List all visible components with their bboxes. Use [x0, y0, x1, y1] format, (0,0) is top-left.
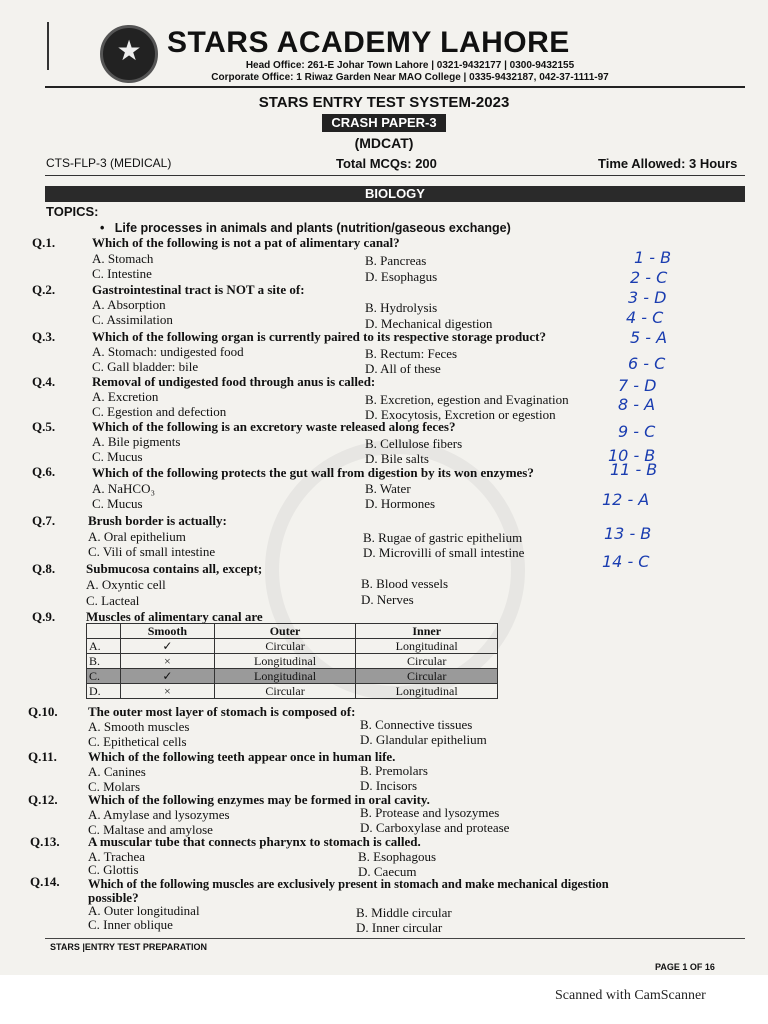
- paper-code: CTS-FLP-3 (MEDICAL): [46, 156, 172, 170]
- question-number: Q.5.: [32, 419, 56, 434]
- option-b: B. Rectum: Feces: [365, 346, 458, 361]
- option-a: A. Outer longitudinal: [88, 903, 200, 918]
- table-header-cell: Smooth: [121, 624, 215, 639]
- question-text: Brush border is actually:: [88, 513, 227, 528]
- question-text: Submucosa contains all, except;: [86, 561, 263, 576]
- question-text: Which of the following enzymes may be formed in oral cavity.: [88, 792, 430, 807]
- address-block: [190, 60, 630, 84]
- head-office: Head Office: 261-E Johar Town Lahore | 0321-9432177 | 0300-9432155: [245, 60, 575, 71]
- table-cell: Circular: [356, 654, 498, 669]
- option-a: A. Oral epithelium: [88, 529, 186, 544]
- option-b: B. Protease and lysozymes: [360, 805, 500, 820]
- option-c: C. Molars: [88, 779, 140, 794]
- academy-name: STARS ACADEMY LAHORE: [167, 26, 570, 59]
- handwritten-answer: 1 - B: [634, 248, 672, 267]
- question-number: Q.14.: [30, 874, 60, 889]
- total-mcqs: Total MCQs: 200: [336, 156, 437, 171]
- question-text: Which of the following is not a pat of alimentary canal?: [92, 235, 400, 250]
- table-cell: Longitudinal: [214, 654, 356, 669]
- paper-badge: CRASH PAPER-3: [322, 114, 446, 132]
- option-d: D. Glandular epithelium: [360, 732, 487, 747]
- option-d: D. Microvilli of small intestine: [363, 545, 525, 560]
- handwritten-answer: 2 - C: [630, 268, 668, 287]
- question-text: The outer most layer of stomach is composed of:: [88, 704, 356, 719]
- question-text: Which of the following muscles are exclusively present in stomach and make mechanical digestion: [88, 877, 609, 891]
- table-cell: Longitudinal: [356, 639, 498, 654]
- table-cell: D.: [87, 684, 121, 699]
- handwritten-answer: 10 - B: [608, 446, 656, 465]
- option-b: B. Cellulose fibers: [365, 436, 463, 451]
- option-b: B. Water: [365, 481, 411, 496]
- handwritten-answer: 13 - B: [604, 524, 652, 543]
- option-a: A. NaHCO₃: [92, 481, 156, 496]
- handwritten-answer: 11 - B: [610, 460, 658, 479]
- option-b: B. Esophagous: [358, 849, 436, 864]
- option-c: C. Lacteal: [86, 593, 140, 608]
- option-b: B. Connective tissues: [360, 717, 473, 732]
- table-cell: Circular: [214, 684, 356, 699]
- question-text-cont: possible?: [88, 890, 139, 905]
- option-d: D. Exocytosis, Excretion or egestion: [365, 407, 556, 422]
- table-cell: ×: [121, 654, 215, 669]
- section-title: BIOLOGY: [45, 186, 745, 202]
- option-d: D. All of these: [365, 361, 441, 376]
- question-text: Which of the following protects the gut wall from digestion by its won enzymes?: [92, 465, 534, 480]
- exam-name: (MDCAT): [354, 135, 414, 151]
- question-number: Q.4.: [32, 374, 56, 389]
- table-cell: ✓: [121, 669, 215, 684]
- option-a: A. Stomach: undigested food: [92, 344, 244, 359]
- table-row: [87, 684, 498, 699]
- handwritten-answer: 3 - D: [628, 288, 667, 307]
- table-header-row: [87, 624, 498, 639]
- question-text: Which of the following teeth appear once in human life.: [88, 749, 396, 764]
- margin-mark: [47, 22, 49, 70]
- handwritten-answer: 7 - D: [618, 376, 657, 395]
- option-a: A. Absorption: [92, 297, 166, 312]
- question-number: Q.6.: [32, 464, 56, 479]
- option-d: D. Hormones: [365, 496, 436, 511]
- table-cell: Longitudinal: [356, 684, 498, 699]
- option-a: A. Trachea: [88, 849, 146, 864]
- question-number: Q.11.: [28, 749, 57, 764]
- option-b: B. Pancreas: [365, 253, 427, 268]
- option-d: D. Bile salts: [365, 451, 429, 466]
- table-cell: Circular: [356, 669, 498, 684]
- table-cell: A.: [87, 639, 121, 654]
- question-number: Q.12.: [28, 792, 58, 807]
- table-header-cell: Outer: [214, 624, 356, 639]
- question-number: Q.7.: [32, 513, 56, 528]
- question-number: Q.9.: [32, 609, 56, 624]
- option-d: D. Nerves: [361, 592, 414, 607]
- question-number: Q.3.: [32, 329, 56, 344]
- handwritten-answer: 6 - C: [628, 354, 666, 373]
- topic-text: Life processes in animals and plants (nutrition/gaseous exchange): [114, 221, 511, 235]
- footer-label: STARS |ENTRY TEST PREPARATION: [50, 942, 208, 952]
- table-row: [87, 639, 498, 654]
- table-cell: ✓: [121, 639, 215, 654]
- question-number: Q.2.: [32, 282, 56, 297]
- option-b: B. Excretion, egestion and Evagination: [365, 392, 569, 407]
- option-c: C. Intestine: [92, 266, 152, 281]
- header-divider: [45, 86, 745, 88]
- option-c: C. Maltase and amylose: [88, 822, 213, 837]
- question-number: Q.13.: [30, 834, 60, 849]
- question-text: Gastrointestinal tract is NOT a site of:: [92, 282, 305, 297]
- table-row-highlighted: [87, 669, 498, 684]
- question-number: Q.8.: [32, 561, 56, 576]
- footer-divider: [45, 938, 745, 939]
- handwritten-answer: 9 - C: [618, 422, 656, 441]
- corporate-office: Corporate Office: 1 Riwaz Garden Near MAO College | 0335-9432187, 042-37-1111-97: [211, 72, 609, 83]
- option-a: A. Amylase and lysozymes: [88, 807, 230, 822]
- handwritten-answer: 14 - C: [602, 552, 650, 571]
- option-b: B. Premolars: [360, 763, 428, 778]
- meta-divider: [45, 175, 745, 176]
- question-text: Which of the following is an excretory waste released along feces?: [92, 419, 456, 434]
- handwritten-answer: 4 - C: [626, 308, 664, 327]
- option-c: C. Gall bladder: bile: [92, 359, 199, 374]
- system-title: STARS ENTRY TEST SYSTEM-2023: [258, 94, 510, 111]
- table-cell: ×: [121, 684, 215, 699]
- table-header-cell: Inner: [356, 624, 498, 639]
- question-number: Q.10.: [28, 704, 58, 719]
- handwritten-answer: 8 - A: [618, 395, 656, 414]
- topic-item: • Life processes in animals and plants (nutrition/gaseous exchange): [100, 221, 511, 235]
- option-d: D. Caecum: [358, 864, 417, 879]
- option-a: A. Smooth muscles: [88, 719, 190, 734]
- option-d: D. Inner circular: [356, 920, 443, 935]
- table-cell: Longitudinal: [214, 669, 356, 684]
- option-d: D. Mechanical digestion: [365, 316, 493, 331]
- option-b: B. Blood vessels: [361, 576, 449, 591]
- option-b: B. Middle circular: [356, 905, 452, 920]
- option-b: B. Hydrolysis: [365, 300, 438, 315]
- option-c: C. Mucus: [92, 496, 143, 511]
- table-row: [87, 654, 498, 669]
- option-b: B. Rugae of gastric epithelium: [363, 530, 523, 545]
- option-d: D. Carboxylase and protease: [360, 820, 510, 835]
- option-a: A. Bile pigments: [92, 434, 181, 449]
- question-text: Removal of undigested food through anus is called:: [92, 374, 376, 389]
- star-icon: ★: [116, 34, 142, 67]
- table-cell: Circular: [214, 639, 356, 654]
- option-d: D. Esophagus: [365, 269, 438, 284]
- topics-label: TOPICS:: [46, 204, 99, 219]
- question-text: Muscles of alimentary canal are: [86, 609, 263, 624]
- option-c: C. Mucus: [92, 449, 143, 464]
- option-c: C. Assimilation: [92, 312, 173, 327]
- option-a: A. Canines: [88, 764, 146, 779]
- scanner-watermark: Scanned with CamScanner: [555, 988, 706, 1003]
- table-header-cell: [87, 624, 121, 639]
- option-a: A. Excretion: [92, 389, 159, 404]
- time-allowed: Time Allowed: 3 Hours: [598, 156, 738, 171]
- handwritten-answer: 12 - A: [602, 490, 650, 509]
- option-a: A. Oxyntic cell: [86, 577, 166, 592]
- option-d: D. Incisors: [360, 778, 418, 793]
- muscle-table: [86, 623, 498, 699]
- option-c: C. Glottis: [88, 862, 139, 877]
- handwritten-answer: 5 - A: [630, 328, 668, 347]
- option-c: C. Egestion and defection: [92, 404, 227, 419]
- option-c: C. Inner oblique: [88, 917, 173, 932]
- question-number: Q.1.: [32, 235, 56, 250]
- question-text: A muscular tube that connects pharynx to stomach is called.: [88, 834, 421, 849]
- question-text: Which of the following organ is currently paired to its respective storage product?: [92, 329, 547, 344]
- option-c: C. Vili of small intestine: [88, 544, 216, 559]
- option-c: C. Epithetical cells: [88, 734, 187, 749]
- page-number: PAGE 1 OF 16: [655, 962, 715, 972]
- option-a: A. Stomach: [92, 251, 154, 266]
- table-cell: B.: [87, 654, 121, 669]
- table-cell: C.: [87, 669, 121, 684]
